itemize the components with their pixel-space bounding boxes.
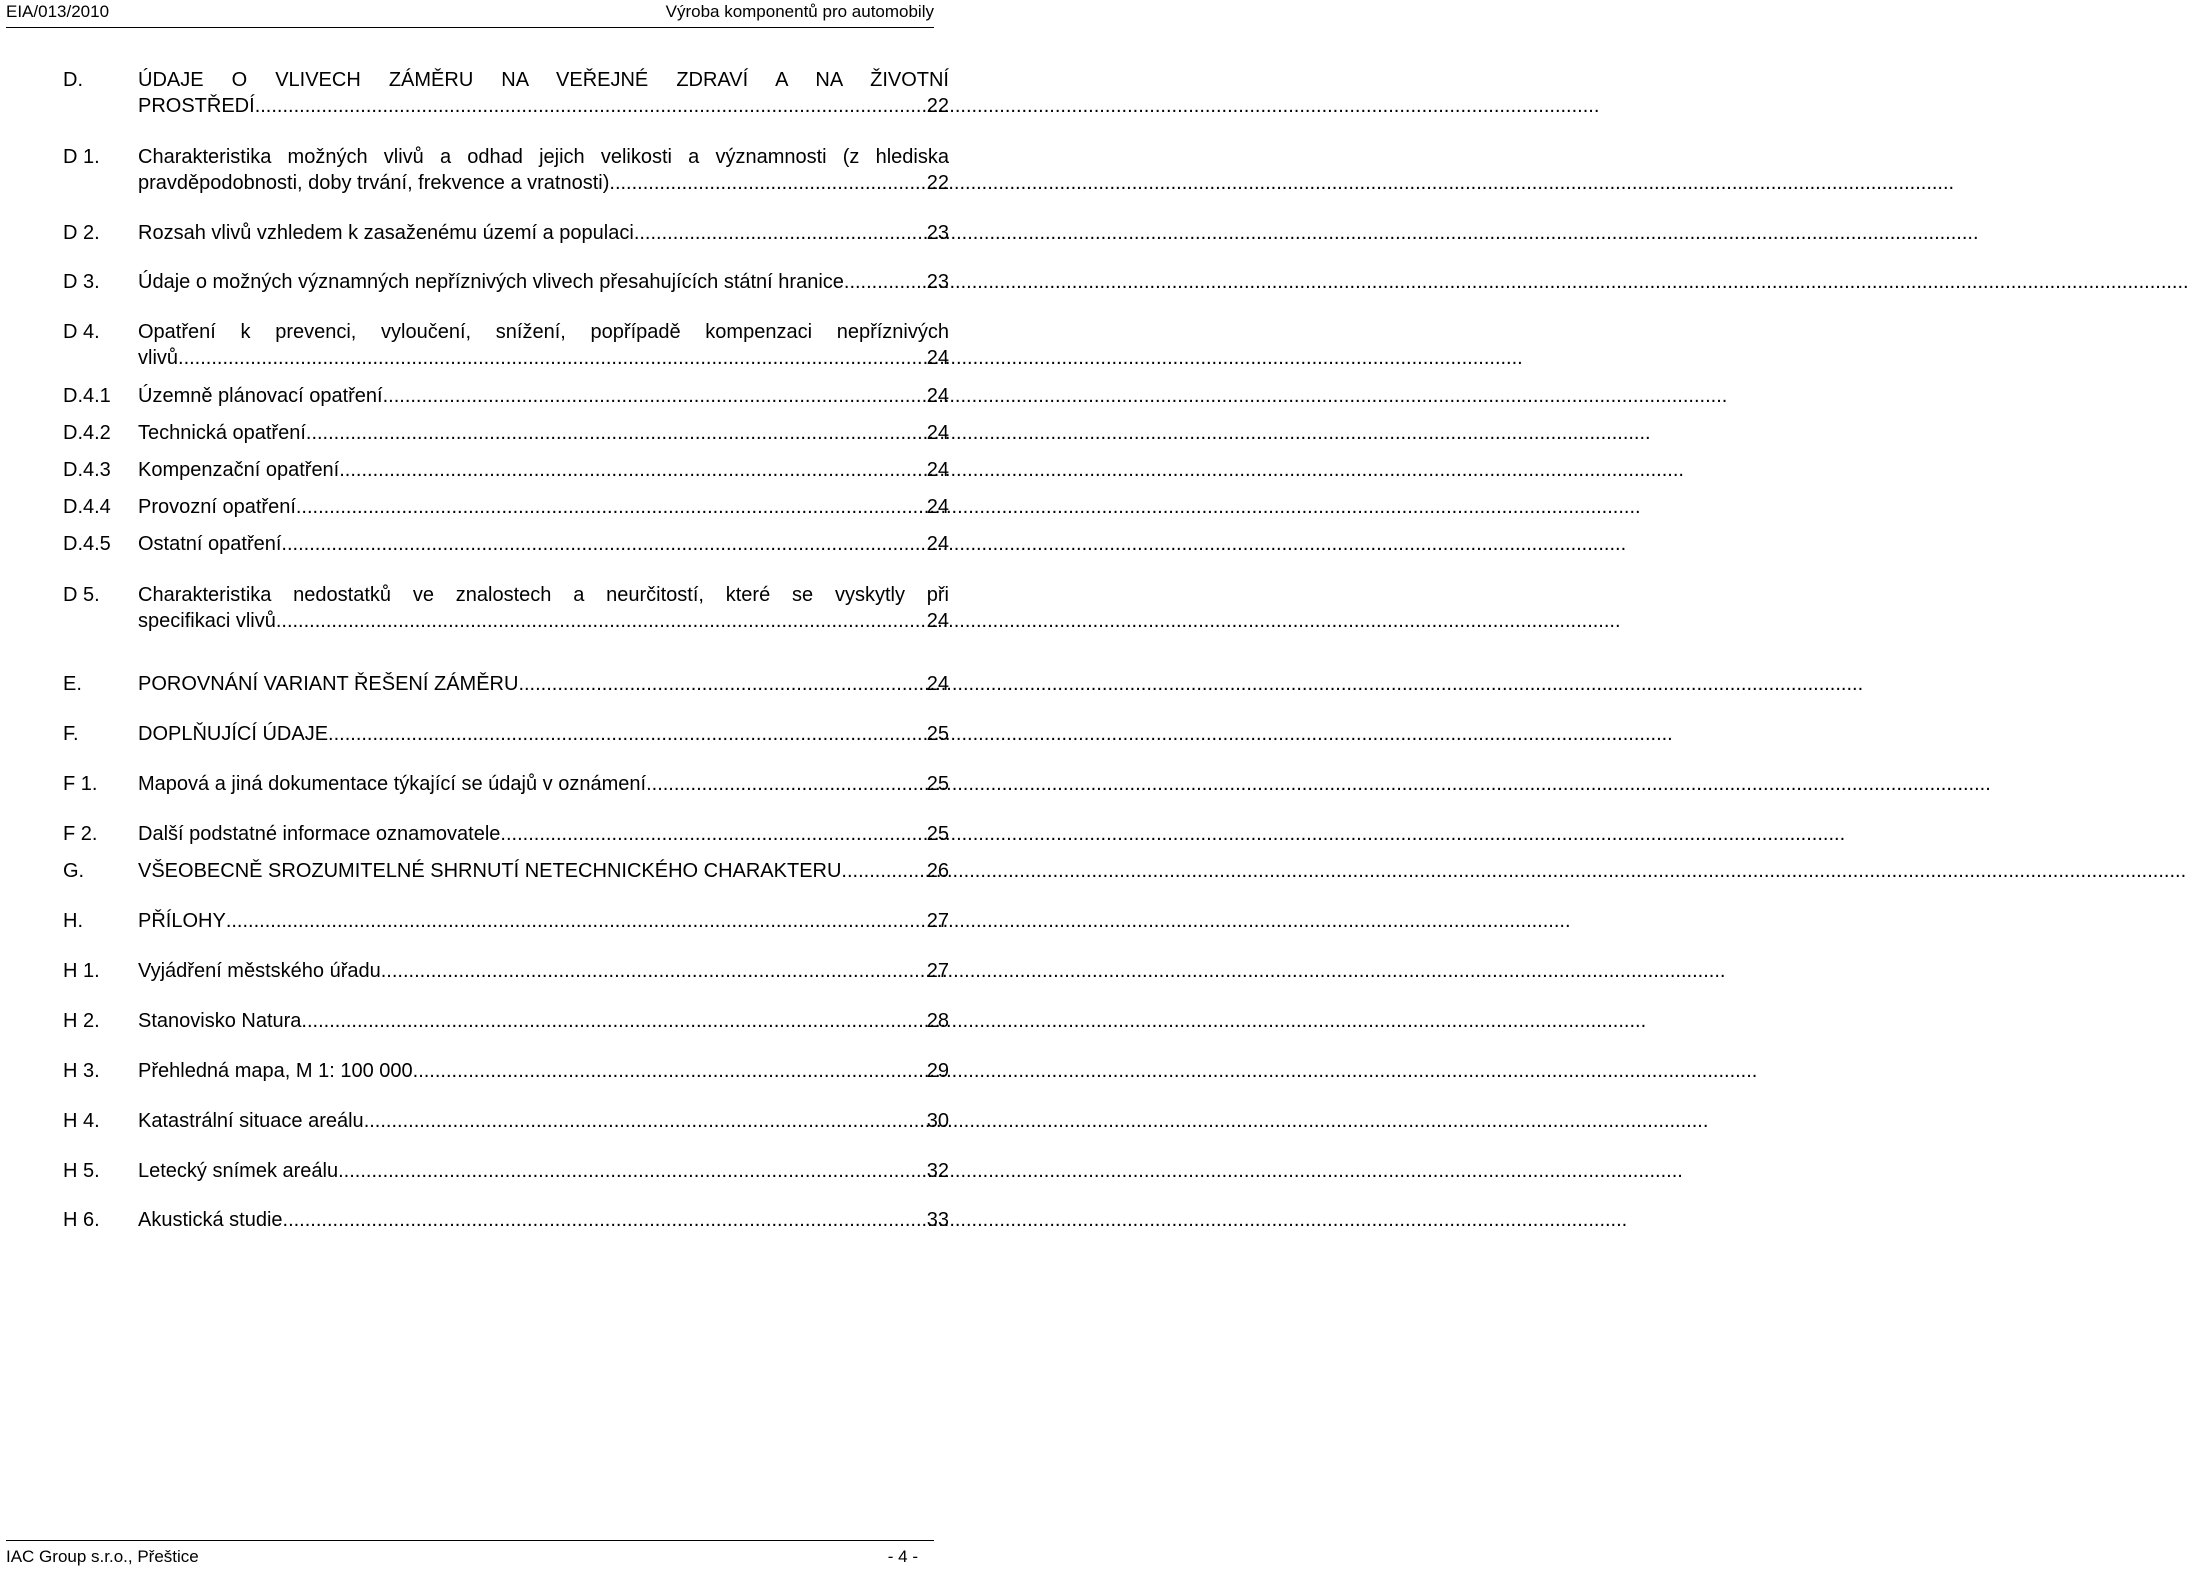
toc-title: VŠEOBECNĚ SROZUMITELNÉ SHRNUTÍ NETECHNICKÉHO CHARAKTERU (138, 860, 842, 882)
toc-entry[interactable] (63, 457, 949, 483)
toc-line (138, 958, 949, 984)
toc-page-number: 27 (926, 910, 949, 932)
toc-line (138, 721, 949, 747)
toc-entry[interactable] (63, 1058, 949, 1084)
toc-title-first-line: Charakteristika nedostatků ve znalostech a neurčitostí, které se vyskytly při (138, 584, 949, 606)
toc-dot-leader (844, 269, 925, 295)
toc-body (138, 1008, 949, 1034)
toc-body (138, 319, 949, 371)
toc-body (138, 821, 949, 847)
toc-line (138, 1108, 949, 1134)
toc-dot-leader (383, 383, 925, 409)
toc-page-number: 24 (926, 347, 949, 369)
toc-title: POROVNÁNÍ VARIANT ŘEŠENÍ ZÁMĚRU (138, 673, 519, 695)
toc-body (138, 269, 949, 295)
toc-number: H 1. (63, 960, 100, 982)
toc-page-number: 23 (926, 271, 949, 293)
toc-body (138, 383, 949, 409)
toc-page-number: 25 (926, 723, 949, 745)
toc-title: Technická opatření (138, 422, 306, 444)
document-id: EIA/013/2010 (6, 2, 110, 21)
toc-title: Letecký snímek areálu (138, 1160, 339, 1182)
toc-number: H 6. (63, 1209, 100, 1231)
toc-number: G. (63, 860, 85, 882)
toc-entry[interactable] (63, 420, 949, 446)
toc-body (138, 771, 949, 797)
toc-page-number: 24 (926, 533, 949, 555)
toc-dot-leader (339, 457, 925, 483)
toc-dot-leader (255, 93, 925, 119)
toc-number: D.4.2 (63, 422, 111, 444)
company-name: IAC Group s.r.o., Přeštice (6, 1547, 199, 1566)
toc-line (138, 908, 949, 934)
toc-entry[interactable] (63, 531, 949, 557)
toc-dot-leader (413, 1058, 925, 1084)
toc-line (138, 608, 949, 634)
toc-dot-leader (296, 494, 925, 520)
toc-body (138, 671, 949, 697)
page-footer (6, 1540, 934, 1581)
toc-title: Mapová a jiná dokumentace týkající se údajů v oznámení (138, 773, 647, 795)
toc-title: PROSTŘEDÍ (138, 95, 255, 117)
toc-title: pravděpodobnosti, doby trvání, frekvence a vratnosti) (138, 172, 610, 194)
toc-title: Územně plánovací opatření (138, 385, 383, 407)
toc-body (138, 1058, 949, 1084)
toc-line (138, 93, 949, 119)
toc-title: PŘÍLOHY (138, 910, 226, 932)
toc-line (138, 671, 949, 697)
toc-entry[interactable] (63, 908, 949, 934)
toc-page-number: 32 (926, 1160, 949, 1182)
toc-body (138, 220, 949, 246)
toc-body (138, 494, 949, 520)
toc-title: Katastrální situace areálu (138, 1110, 364, 1132)
toc-page-number: 22 (926, 172, 949, 194)
toc-line (138, 345, 949, 371)
toc-line (138, 1207, 949, 1233)
toc-line (138, 220, 949, 246)
toc-number: H 2. (63, 1010, 100, 1032)
toc-page-number: 24 (926, 385, 949, 407)
toc-page-number: 30 (926, 1110, 949, 1132)
toc-page-number: 27 (926, 960, 949, 982)
toc-dot-leader (364, 1108, 925, 1134)
toc-dot-leader (518, 671, 924, 697)
toc-title: Provozní opatření (138, 496, 296, 518)
table-of-contents (0, 0, 960, 1540)
toc-page-number: 24 (926, 496, 949, 518)
toc-line (138, 531, 949, 557)
toc-body (138, 1207, 949, 1233)
toc-line (138, 457, 949, 483)
toc-body (138, 858, 949, 884)
toc-dot-leader (283, 1207, 925, 1233)
toc-entry[interactable] (63, 1008, 949, 1034)
toc-page-number: 25 (926, 823, 949, 845)
toc-page-number: 23 (926, 222, 949, 244)
toc-line (138, 170, 949, 196)
toc-dot-leader (381, 958, 925, 984)
toc-dot-leader (276, 608, 925, 634)
toc-number: D 5. (63, 584, 100, 606)
toc-number: F 2. (63, 823, 98, 845)
toc-number: D.4.4 (63, 496, 111, 518)
toc-title: Akustická studie (138, 1209, 283, 1231)
toc-number: D. (63, 69, 83, 91)
toc-page-number: 24 (926, 422, 949, 444)
toc-body (138, 582, 949, 634)
toc-number: H 3. (63, 1060, 100, 1082)
toc-title-first-line: Charakteristika možných vlivů a odhad jejich velikosti a významnosti (z hlediska (138, 146, 949, 168)
toc-line (138, 494, 949, 520)
toc-entry[interactable] (63, 494, 949, 520)
toc-title: DOPLŇUJÍCÍ ÚDAJE (138, 723, 329, 745)
toc-dot-leader (338, 1158, 925, 1184)
toc-title: specifikaci vlivů (138, 610, 276, 632)
toc-entry[interactable] (63, 319, 949, 371)
toc-dot-leader (328, 721, 925, 747)
toc-entry[interactable] (63, 821, 949, 847)
toc-title: Další podstatné informace oznamovatele (138, 823, 501, 845)
toc-body (138, 908, 949, 934)
toc-title-first-line: Opatření k prevenci, vyloučení, snížení, popřípadě kompenzaci nepříznivých (138, 321, 949, 343)
toc-page-number: 33 (926, 1209, 949, 1231)
toc-page-number: 28 (926, 1010, 949, 1032)
toc-entry[interactable] (63, 144, 949, 196)
toc-number: E. (63, 673, 82, 695)
toc-body (138, 958, 949, 984)
toc-line (138, 269, 949, 295)
toc-number: D 2. (63, 222, 100, 244)
toc-page-number: 24 (926, 459, 949, 481)
toc-page-number: 25 (926, 773, 949, 795)
toc-entry[interactable] (63, 220, 949, 246)
toc-number: D.4.3 (63, 459, 111, 481)
toc-number: D 3. (63, 271, 100, 293)
toc-dot-leader (306, 420, 925, 446)
toc-dot-leader (281, 531, 924, 557)
toc-title-first-line: ÚDAJE O VLIVECH ZÁMĚRU NA VEŘEJNÉ ZDRAVÍ A NA ŽIVOTNÍ (138, 69, 949, 91)
toc-page-number: 22 (926, 95, 949, 117)
toc-entry[interactable] (63, 671, 949, 697)
toc-number: D 4. (63, 321, 100, 343)
toc-line (138, 821, 949, 847)
document-title: Výroba komponentů pro automobily (665, 2, 934, 21)
toc-line (138, 1008, 949, 1034)
toc-line (138, 1158, 949, 1184)
toc-title: Vyjádření městského úřadu (138, 960, 381, 982)
toc-title: Stanovisko Natura (138, 1010, 302, 1032)
toc-title: vlivů (138, 347, 179, 369)
toc-entry[interactable] (63, 582, 949, 634)
toc-dot-leader (500, 821, 924, 847)
toc-number: H 5. (63, 1160, 100, 1182)
toc-number: D.4.5 (63, 533, 111, 555)
toc-body (138, 721, 949, 747)
toc-entry[interactable] (63, 771, 949, 797)
toc-number: D.4.1 (63, 385, 111, 407)
toc-body (138, 1108, 949, 1134)
toc-entry[interactable] (63, 721, 949, 747)
toc-number: F. (63, 723, 79, 745)
page-number: - 4 - (887, 1547, 918, 1566)
toc-entry[interactable] (63, 269, 949, 295)
toc-line (138, 383, 949, 409)
toc-dot-leader (634, 220, 925, 246)
toc-title: Přehledná mapa, M 1: 100 000 (138, 1060, 413, 1082)
toc-number: H. (63, 910, 83, 932)
toc-dot-leader (178, 345, 925, 371)
toc-entry[interactable] (63, 958, 949, 984)
toc-entry[interactable] (63, 1207, 949, 1233)
toc-body (138, 67, 949, 119)
toc-line (138, 1058, 949, 1084)
toc-body (138, 144, 949, 196)
toc-line (138, 420, 949, 446)
toc-title: Ostatní opatření (138, 533, 282, 555)
toc-dot-leader (301, 1008, 924, 1034)
toc-title: Údaje o možných významných nepříznivých vlivech přesahujících státní hranice (138, 271, 844, 293)
toc-body (138, 420, 949, 446)
toc-dot-leader (646, 771, 925, 797)
toc-number: F 1. (63, 773, 98, 795)
toc-dot-leader (609, 170, 924, 196)
toc-number: D 1. (63, 146, 100, 168)
toc-page-number: 26 (926, 860, 949, 882)
toc-dot-leader (226, 908, 925, 934)
toc-page-number: 24 (926, 673, 949, 695)
toc-entry[interactable] (63, 1158, 949, 1184)
toc-dot-leader (841, 858, 924, 884)
toc-title: Kompenzační opatření (138, 459, 340, 481)
toc-title: Rozsah vlivů vzhledem k zasaženému území a populaci (138, 222, 634, 244)
toc-page-number: 24 (926, 610, 949, 632)
toc-entry[interactable] (63, 858, 949, 884)
toc-line (138, 858, 949, 884)
toc-body (138, 531, 949, 557)
toc-number: H 4. (63, 1110, 100, 1132)
toc-body (138, 457, 949, 483)
toc-entry[interactable] (63, 383, 949, 409)
toc-page-number: 29 (926, 1060, 949, 1082)
toc-line (138, 771, 949, 797)
toc-entry[interactable] (63, 1108, 949, 1134)
toc-body (138, 1158, 949, 1184)
toc-entry[interactable] (63, 67, 949, 119)
